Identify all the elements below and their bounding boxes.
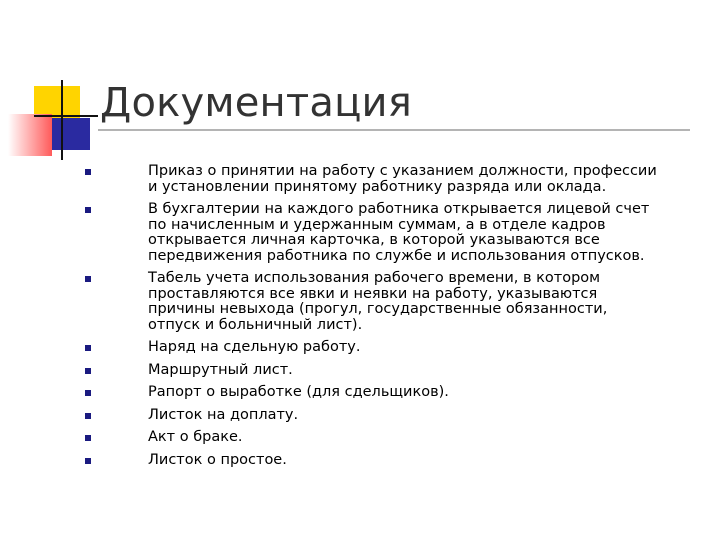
- red-gradient-square: [8, 114, 52, 156]
- square-bullet-icon: [85, 276, 91, 282]
- bullet-item: [0, 453, 720, 469]
- bullet-line: Маршрутный лист.: [148, 361, 293, 378]
- bullet-line: Табель учета использования рабочего времени, в котором: [148, 270, 601, 286]
- bullet-line: отпуск и больничный лист).: [148, 316, 363, 333]
- bullet-line: передвижения работника по службе и использования отпусков.: [148, 247, 645, 264]
- bullet-line: и установлении принятому работнику разряда или оклада.: [148, 178, 607, 195]
- square-bullet-icon: [85, 368, 91, 374]
- blue-square: [52, 118, 90, 150]
- bullet-line: проставляются все явки и неявки на работу, указываются: [148, 285, 598, 302]
- square-bullet-icon: [85, 458, 91, 464]
- slide-title: Документация: [100, 80, 412, 126]
- bullet-item: [0, 271, 720, 333]
- bullet-item: [0, 430, 720, 446]
- bullet-line: Приказ о принятии на работу с указанием должности, профессии: [148, 163, 657, 179]
- square-bullet-icon: [85, 207, 91, 213]
- bullet-list: [0, 164, 720, 468]
- bullet-item: [0, 408, 720, 424]
- bullet-line: Акт о браке.: [148, 429, 243, 445]
- bullet-item: [0, 363, 720, 379]
- bullet-line: В бухгалтерии на каждого работника открывается лицевой счет: [148, 201, 650, 217]
- bullet-line: Листок на доплату.: [148, 406, 299, 423]
- bullet-line: по начисленным и удержанным суммам, а в отделе кадров: [148, 216, 606, 233]
- square-bullet-icon: [85, 345, 91, 351]
- square-bullet-icon: [85, 169, 91, 175]
- bullet-line: Листок о простое.: [148, 451, 287, 468]
- bullet-item: [0, 164, 720, 195]
- square-bullet-icon: [85, 390, 91, 396]
- bullet-item: [0, 202, 720, 264]
- square-bullet-icon: [85, 435, 91, 441]
- bullet-item: [0, 340, 720, 356]
- bullet-line: причины невыхода (прогул, государственные обязанности,: [148, 301, 608, 317]
- bullet-line: Наряд на сдельную работу.: [148, 339, 361, 355]
- bullet-line: открывается личная карточка, в которой указываются все: [148, 232, 600, 248]
- square-bullet-icon: [85, 413, 91, 419]
- bullet-line: Рапорт о выработке (для сдельщиков).: [148, 384, 449, 400]
- bullet-item: [0, 385, 720, 401]
